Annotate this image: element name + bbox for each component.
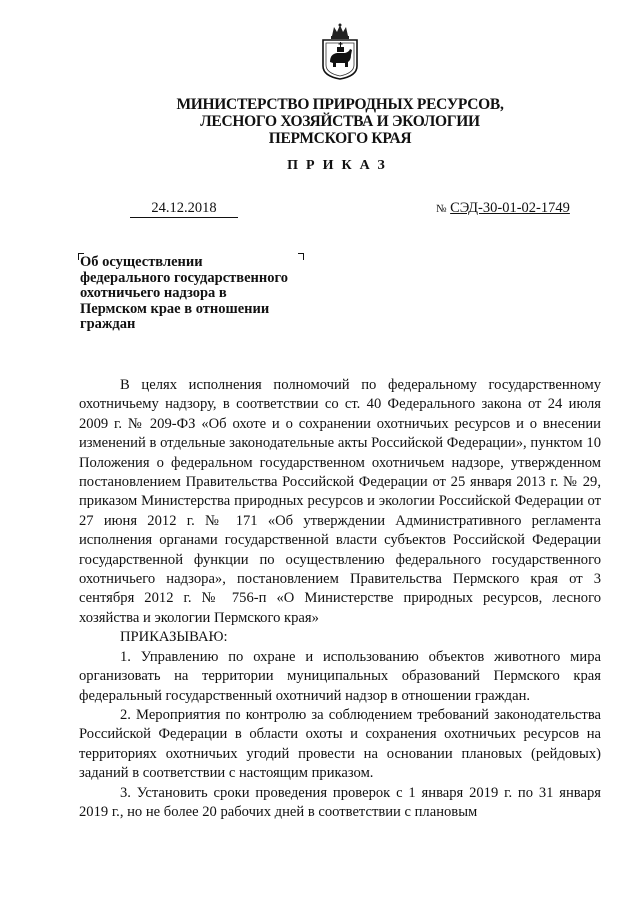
- document-body: [79, 376, 601, 822]
- ministry-line: ЛЕСНОГО ХОЗЯЙСТВА И ЭКОЛОГИИ: [200, 113, 480, 130]
- order-item: 2. Мероприятия по контролю за соблюдением требований законодательства Российской Федерации в области охоты и сохранения охотничьих ресурсов на территориях охотничьих угодий провести на основании плановых (рейдовых) заданий в соответствии с настоящим приказом.: [79, 706, 601, 782]
- document-number: [436, 200, 570, 218]
- perm-krai-coat-of-arms-icon: [318, 22, 362, 80]
- subject-line: Пермском крае в отношении: [80, 300, 270, 317]
- document-subject: [80, 255, 320, 333]
- ministry-line: МИНИСТЕРСТВО ПРИРОДНЫХ РЕСУРСОВ,: [176, 96, 504, 113]
- number-sign: №: [436, 203, 447, 215]
- subject-line: охотничьего надзора в: [80, 285, 227, 301]
- subject-line: федерального государственного: [80, 269, 288, 286]
- order-item: 3. Установить сроки проведения проверок с 1 января 2019 г. по 31 января 2019 г., но не более 20 рабочих дней в соответствии с плановым: [79, 784, 601, 820]
- ministry-line: ПЕРМСКОГО КРАЯ: [268, 130, 412, 147]
- subject-line: Об осуществлении: [80, 254, 203, 270]
- ministry-name: [0, 96, 640, 147]
- number-value: СЭД-30-01-02-1749: [450, 200, 570, 216]
- subject-line: граждан: [80, 316, 136, 332]
- document-type: ПРИКАЗ: [287, 158, 393, 173]
- order-word: ПРИКАЗЫВАЮ:: [120, 629, 228, 646]
- preamble-paragraph: В целях исполнения полномочий по федеральному государственному охотничьему надзору, в соответствии со ст. 40 Федерального закона от 24 июля 2009 г. № 209-ФЗ «Об охоте и о сохранении охотничьих ресурсов и о внесении изменений в отдельные законодательные акты Российской Федерации», пунктом 10 Положения о федеральном государственном охотничьем надзоре, утвержденном постановлением Правительства Российской Федерации от 25 января 2013 г. № 29, приказом Министерства природных ресурсов и экологии Российской Федерации от 27 июня 2012 г. № 171 «Об утверждении Административного регламента исполнения органами государственной власти субъектов Российской Федерации государственной функции по осуществлению федерального государственного охотничьего надзора», постановлением Правительства Пермского края от 3 сентября 2012 г. № 756-п «О Министерстве природных ресурсов, лесного хозяйства и экологии Пермского края»: [79, 377, 601, 626]
- document-date: 24.12.2018: [130, 200, 238, 218]
- order-item: 1. Управлению по охране и использованию объектов животного мира организовать на территории муниципальных образований Пермского края федеральный государственный охотничий надзор в отношении граждан.: [79, 648, 601, 704]
